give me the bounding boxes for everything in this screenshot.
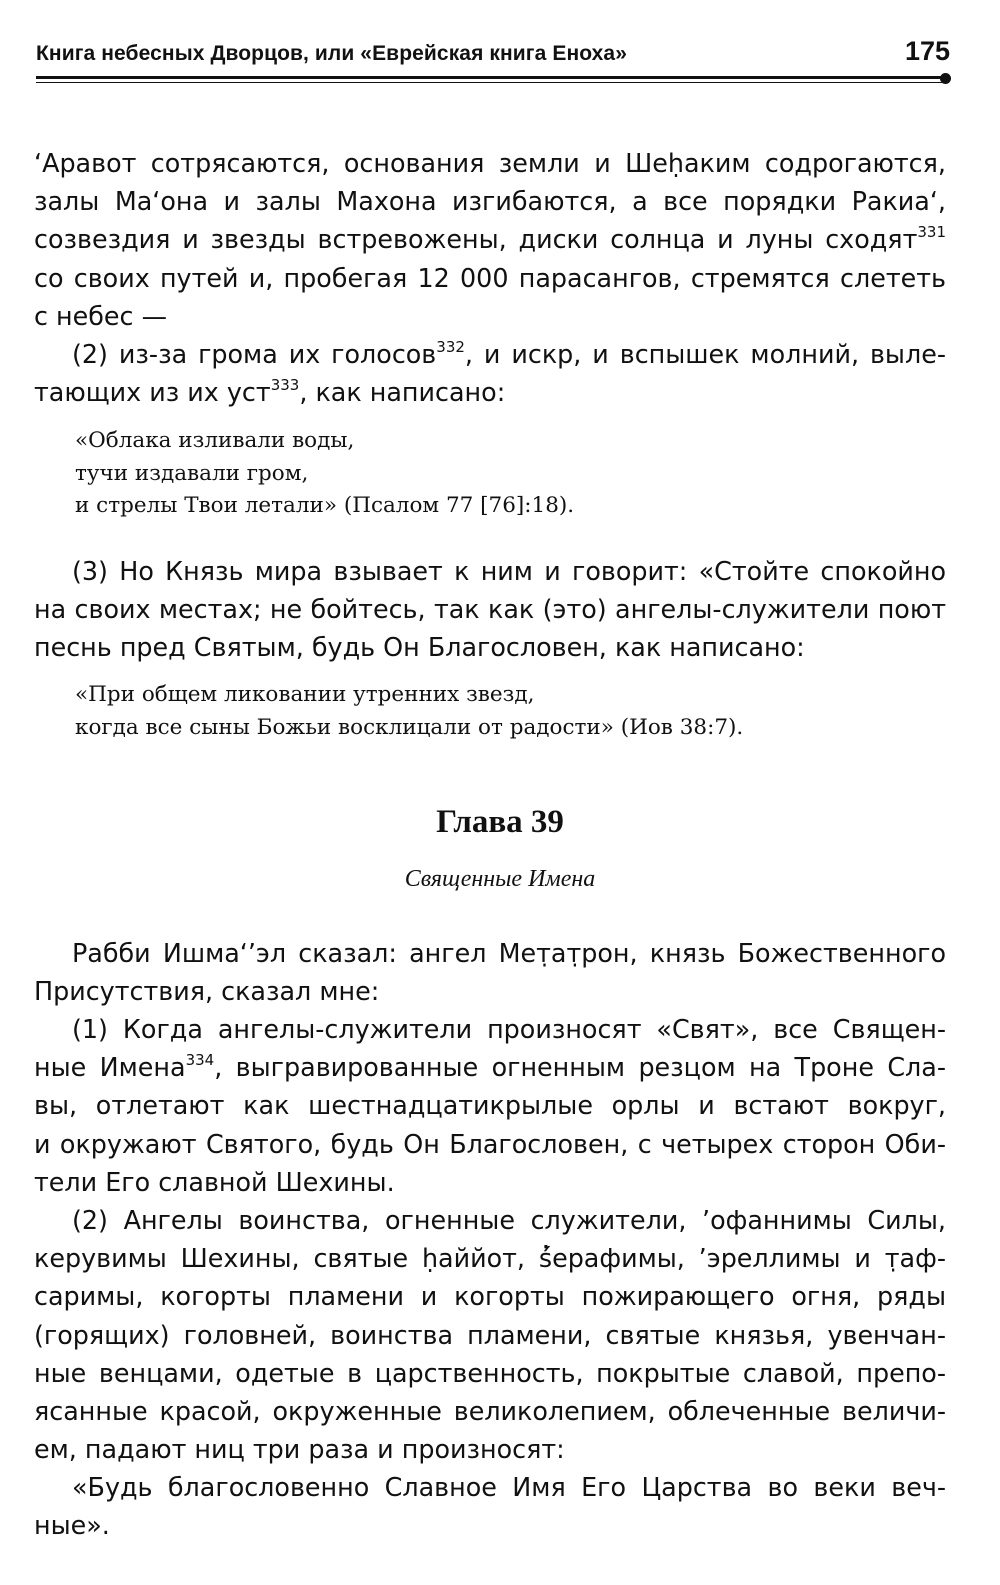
text-line: ясанные красой, окруженные великолепием, облеченные величи- [34,1396,946,1427]
chapter-intro [34,934,946,1010]
footnote-ref-331: 331 [917,223,946,242]
chapter-subtitle: Священные Имена [404,866,596,892]
text-line: со своих путей и, пробегая 12 000 парасангов, стремятся слететь [34,262,946,293]
text-line: Рабби Ишма‘’эл сказал: ангел Мет̣ат̣рон, князь Божественного [72,938,946,968]
text-run: , и искр, и вспышек молний, выле- [464,339,946,369]
quote-line: «Облака изливали воды, [75,428,355,453]
text-line: и окружают Святого, будь Он Благословен, с четырех сторон Оби- [34,1128,946,1159]
text-line: (1) Когда ангелы-служители произносят «Свят», все Священ- [72,1014,946,1044]
text-line [34,1048,946,1086]
quote-line: «При общем ликовании утренних звезд, [75,682,535,707]
text-line [34,220,946,258]
text-line [34,335,946,373]
quote-line: и стрелы Твои летали» (Псалом 77 [76]:18). [75,493,575,518]
text-run: , как написано: [299,377,506,408]
chapter-paragraph-2 [34,1201,946,1468]
chapter-paragraph-3 [34,1468,946,1544]
quote-line: когда все сыны Божьи восклицали от радости» (Иов 38:7). [75,714,744,740]
paragraph-2 [34,335,946,411]
header-rule [36,76,948,79]
footnote-ref-332: 332 [436,338,465,356]
text-line: (2) Ангелы воинства, огненные служители, ’офаннимы Силы, [72,1205,946,1235]
text-line: ные». [34,1510,110,1541]
text-line: ные венцами, одетые в царственность, покрытые славой, препо- [34,1357,946,1388]
text-run: , выгравированные огненным резцом на Троне Сла- [214,1052,946,1083]
text-line: песнь пред Святым, будь Он Благословен, как написано: [34,632,805,663]
footnote-ref-334: 334 [185,1051,215,1070]
quote-line: тучи издавали гром, [75,460,309,486]
footnote-ref-333: 333 [270,376,300,395]
chapter-paragraph-1 [34,1010,946,1201]
chapter-title: Глава 39 [436,804,564,840]
running-title: Книга небесных Дворцов, или «Еврейская книга Еноха» [36,42,627,65]
paragraph-3 [34,552,946,667]
text-run: ные Имена [34,1052,186,1083]
text-block-continuation [34,144,946,335]
text-line: на своих местах; не бойтесь, так как (это) ангелы-служители поют [34,594,946,625]
text-line [34,373,946,411]
header-rule-thin [36,82,948,83]
text-run: созвездия и звезды встревожены, диски солнца и луны сходят [34,224,918,255]
page-number: 175 [904,36,950,66]
running-head [36,38,950,78]
verse-quote-psalm [75,425,935,523]
verse-quote-job [75,679,935,744]
text-line: тели Его славной Шехины. [34,1166,395,1197]
text-line: саримы, когорты пламени и когорты пожирающего огня, ряды [34,1281,946,1312]
text-line: «Будь благословенно Славное Имя Его Царства во веки веч- [72,1472,946,1502]
text-line: ем, падают ниц три раза и произносят: [34,1434,565,1465]
text-line: керувимы Шехины, святые ḥаййот, ś̓ерафимы, ’эреллимы и т̣аф- [34,1243,946,1274]
text-run: (2) из-за грома их голосов [72,339,437,369]
header-rule-dot [940,73,951,84]
text-line: с небес — [34,300,167,331]
text-line: залы Ма‘она и залы Махона изгибаются, а все порядки Ракиа‘, [34,186,946,217]
text-line: ‘Аравот сотрясаются, основания земли и Шеḥаким содрогаются, [34,148,946,178]
text-line: (3) Но Князь мира взывает к ним и говорит: «Стойте спокойно [72,556,946,586]
text-run: тающих из их уст [34,377,271,408]
text-line: Присутствия, сказал мне: [34,976,380,1007]
text-line: вы, отлетают как шестнадцатикрылые орлы и встают вокруг, [34,1090,946,1121]
text-line: (горящих) головней, воинства пламени, святые князья, увенчан- [34,1319,946,1350]
